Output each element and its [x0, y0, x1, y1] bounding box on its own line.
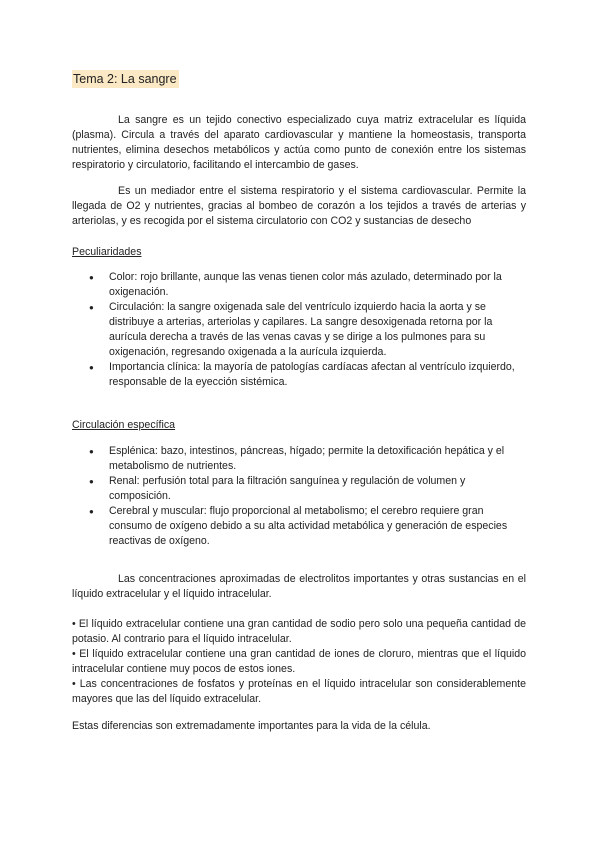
peculiaridades-list — [72, 270, 526, 390]
paragraph-text: La sangre es un tejido conectivo especializado cuya matriz extracelular es líquida (plasma). Circula a través del aparato cardiovascular y mantiene la homeostasis, transporta nutrientes, elimina desechos metabólicos y actúa como punto de conexión entre los sistemas respiratorio y circulatorio, facilitando el intercambio de gases. — [72, 114, 526, 171]
section-heading-circulacion: Circulación específica — [72, 419, 176, 431]
list-item: ● Cerebral y muscular: flujo proporcional al metabolismo; el cerebro requiere gran consumo de oxígeno debido a su alta actividad metabólica y generación de especies reactivas de oxígeno. — [72, 504, 526, 549]
list-item: ● Renal: perfusión total para la filtración sanguínea y regulación de volumen y composición. — [72, 474, 526, 504]
section-heading-peculiaridades: Peculiaridades — [72, 246, 142, 258]
paragraph-text: Las concentraciones aproximadas de electrolitos importantes y otras sustancias en el líquido extracelular y el líquido intracelular. — [72, 573, 526, 600]
list-item: ● Esplénica: bazo, intestinos, páncreas, hígado; permite la detoxificación hepática y el metabolismo de nutrientes. — [72, 444, 526, 474]
circulacion-list — [72, 444, 526, 549]
list-item: ● Importancia clínica: la mayoría de patologías cardíacas afectan al ventrículo izquierdo, responsable de la eyección sistémica. — [72, 360, 526, 390]
paragraph-text: Estas diferencias son extremadamente importantes para la vida de la célula. — [72, 720, 431, 732]
paragraph-text: Es un mediador entre el sistema respiratorio y el sistema cardiovascular. Permite la llegada de O2 y nutrientes, gracias al bombeo de corazón a los tejidos a través de arterias y arteriolas, y es recogida por el sistema circulatorio con CO2 y sustancias de desecho — [72, 185, 526, 227]
intro-paragraph-1 — [72, 113, 526, 173]
list-item: ● Color: rojo brillante, aunque las venas tienen color más azulado, determinado por la oxigenación. — [72, 270, 526, 300]
electrolyte-point: • El líquido extracelular contiene una gran cantidad de iones de cloruro, mientras que el líquido intracelular contiene muy pocos de estos iones. — [72, 648, 526, 675]
electrolyte-point: • El líquido extracelular contiene una gran cantidad de sodio pero solo una pequeña cantidad de potasio. Al contrario para el líquido intracelular. — [72, 618, 526, 645]
electrolyte-point: • Las concentraciones de fosfatos y proteínas en el líquido intracelular son considerablemente mayores que las del líquido extracelular. — [72, 678, 526, 705]
list-item: ● Circulación: la sangre oxigenada sale del ventrículo izquierdo hacia la aorta y se distribuye a arterias, arteriolas y capilares. La sangre desoxigenada retorna por la aurícula derecha a través de las venas cavas y se dirige a los pulmones para su oxigenación, regresando oxigenada a la aurícula izquierda. — [72, 300, 526, 360]
electrolitos-intro — [72, 572, 526, 602]
conclusion-paragraph — [72, 719, 526, 734]
electrolitos-points — [72, 617, 526, 707]
page-title: Tema 2: La sangre — [73, 72, 177, 86]
intro-paragraph-2 — [72, 184, 526, 229]
